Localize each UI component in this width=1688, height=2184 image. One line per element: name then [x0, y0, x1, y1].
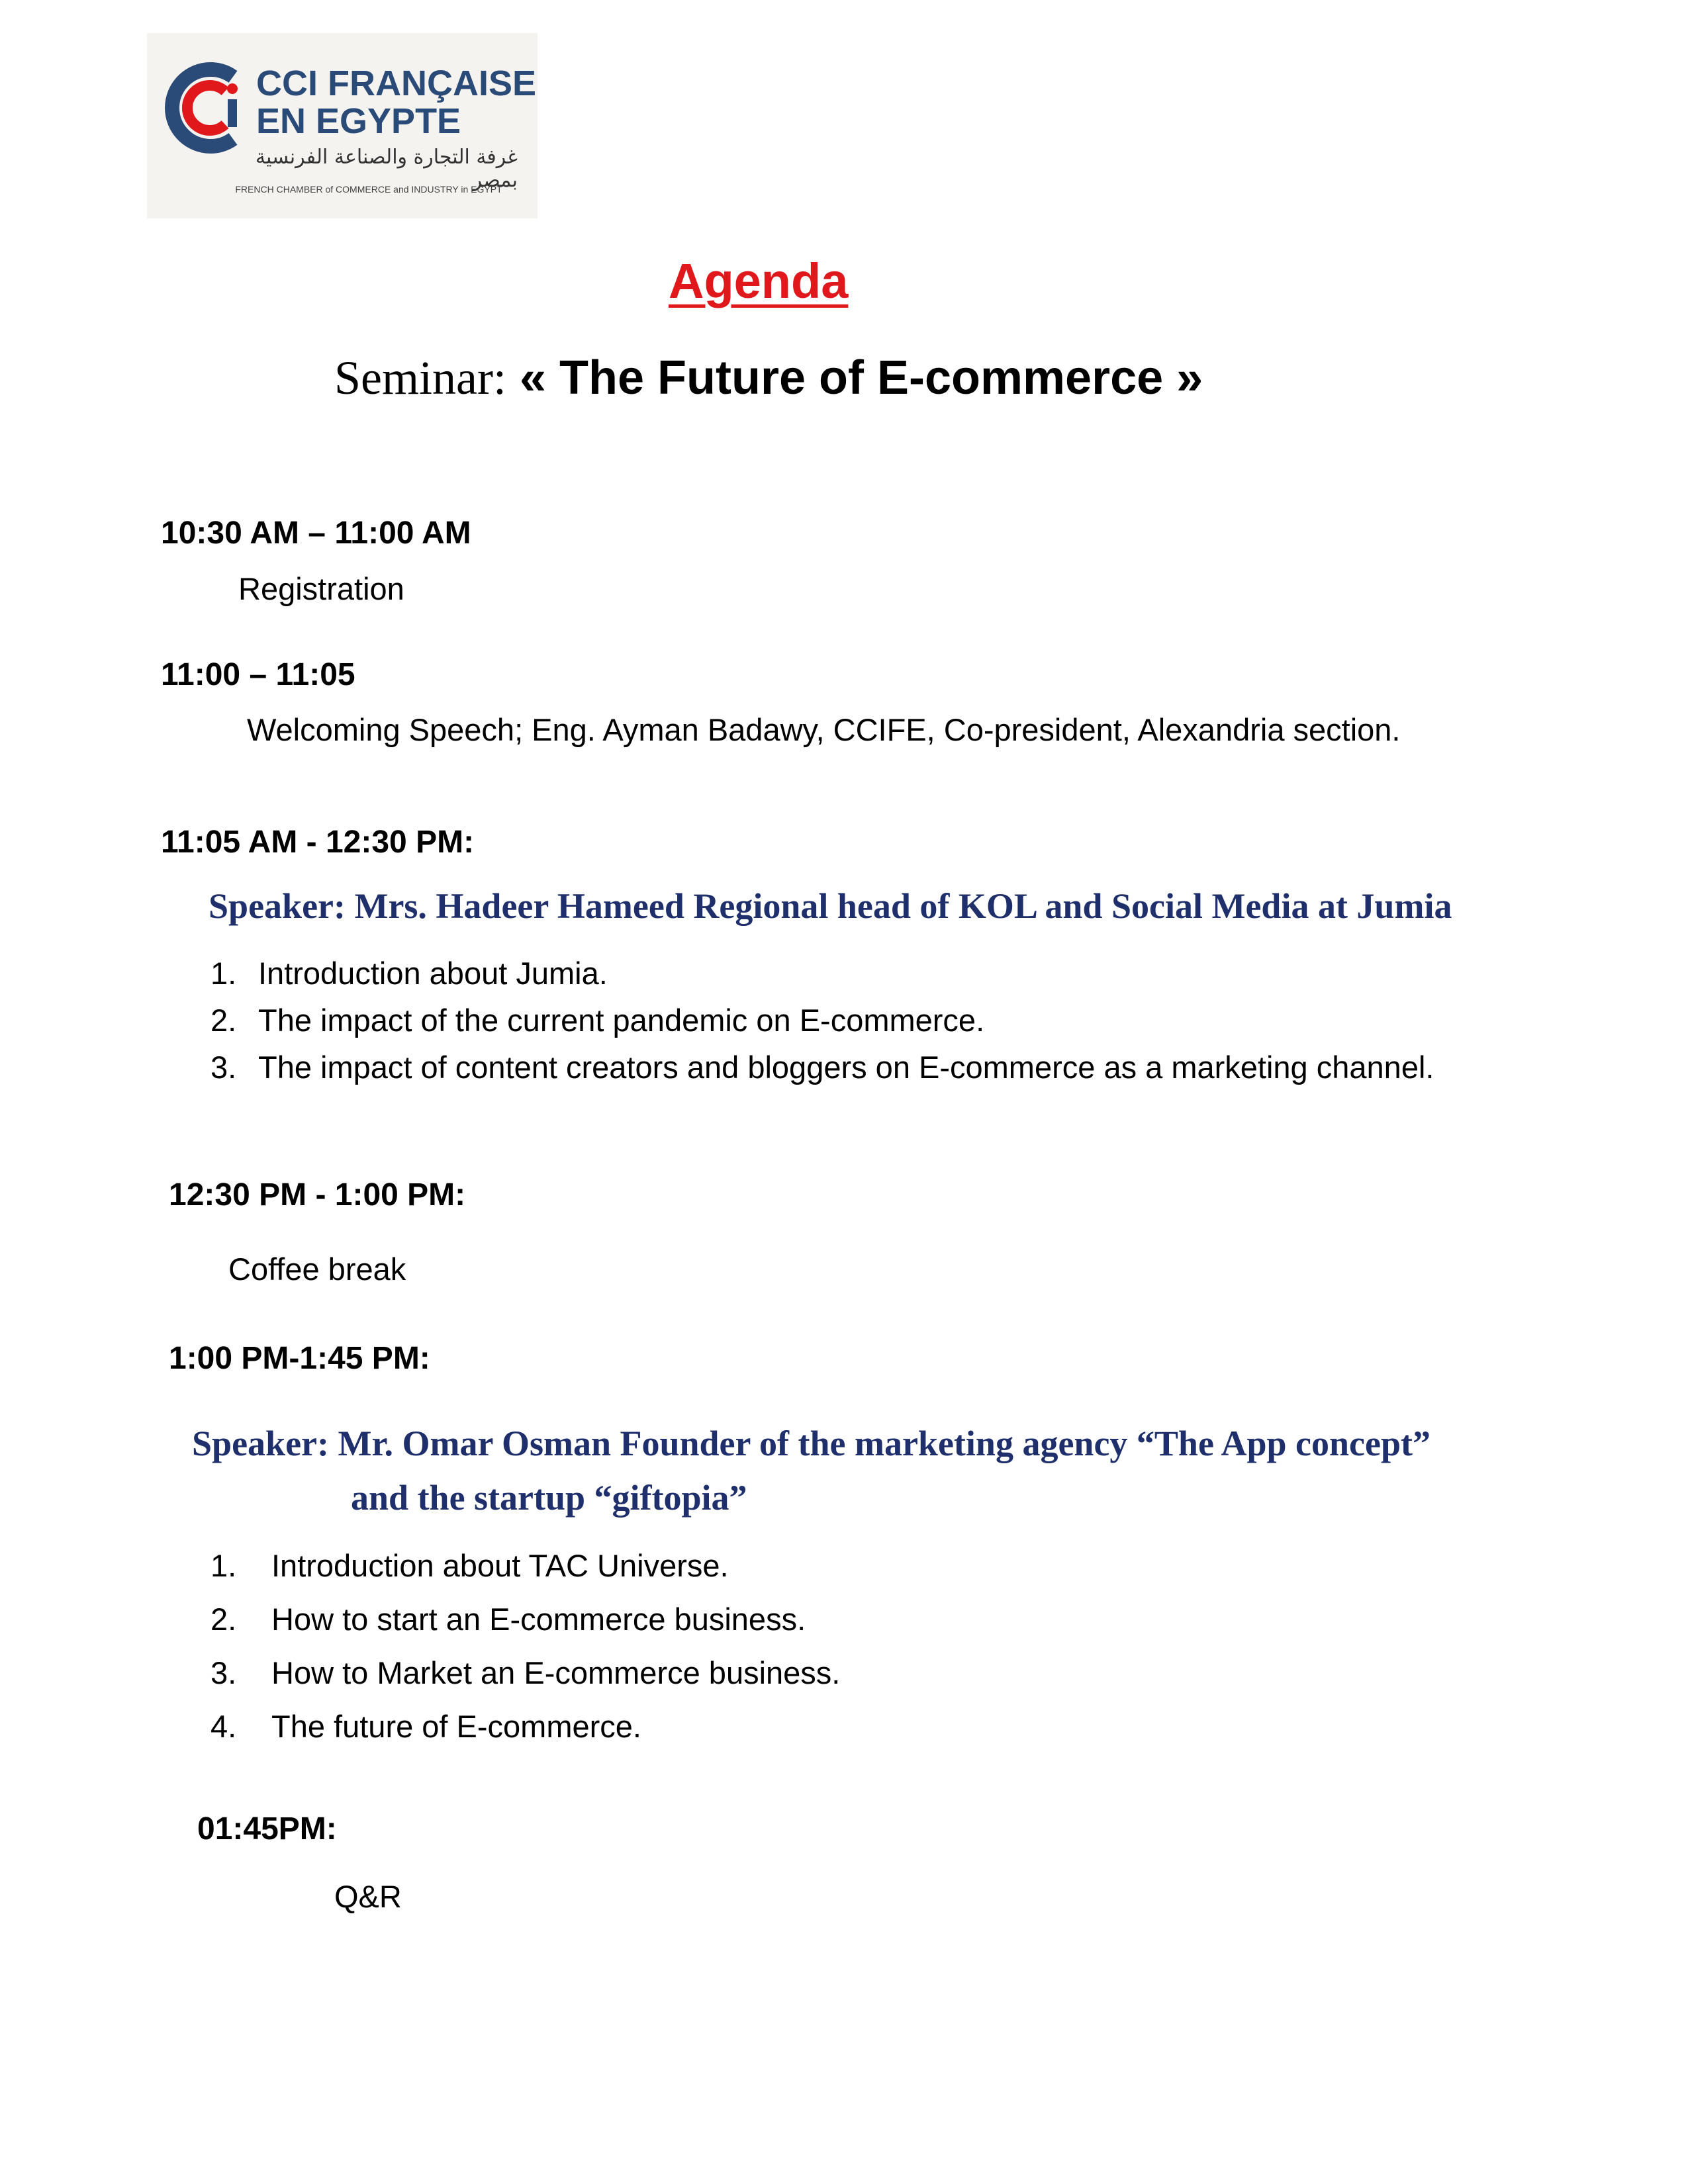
logo-brand-line2: EN EGYPTE	[256, 101, 461, 141]
seminar-name: « The Future of E-commerce »	[519, 351, 1203, 404]
list-item-text: Introduction about TAC Universe.	[271, 1548, 729, 1583]
list-item-text: The impact of content creators and bloggers on E-commerce as a marketing channel.	[258, 1050, 1434, 1085]
list-item-number: 3.	[211, 1050, 237, 1085]
logo-tagline: FRENCH CHAMBER of COMMERCE and INDUSTRY in EGYPT	[235, 184, 502, 195]
list-item-number: 1.	[211, 956, 237, 991]
session-5-speaker-line1: Speaker: Mr. Omar Osman Founder of the marketing agency “The App concept”	[192, 1424, 1430, 1463]
session-6-text: Q&R	[334, 1879, 402, 1914]
session-1-time: 10:30 AM – 11:00 AM	[161, 516, 471, 551]
session-6-time: 01:45PM:	[197, 1811, 337, 1846]
cci-logo	[147, 33, 538, 218]
session-5-time: 1:00 PM-1:45 PM:	[169, 1341, 430, 1376]
session-3-time: 11:05 AM - 12:30 PM:	[161, 825, 475, 860]
session-2-time: 11:00 – 11:05	[161, 657, 355, 692]
logo-arabic-text: غرفة التجارة والصناعة الفرنسية بمصر	[255, 146, 518, 192]
cci-logo-mark-icon	[162, 58, 254, 158]
list-item-text: How to Market an E-commerce business.	[271, 1655, 841, 1690]
list-item-number: 4.	[211, 1709, 237, 1744]
list-item-number: 2.	[211, 1003, 237, 1038]
seminar-label: Seminar:	[334, 351, 506, 404]
list-item-number: 1.	[211, 1548, 237, 1583]
list-item-number: 3.	[211, 1655, 237, 1690]
list-item-text: The future of E-commerce.	[271, 1709, 641, 1744]
session-5-speaker-line2: and the startup “giftopia”	[351, 1478, 747, 1518]
logo-brand-line1: CCI FRANÇAISE	[256, 64, 537, 103]
session-3-speaker: Speaker: Mrs. Hadeer Hameed Regional head of KOL and Social Media at Jumia	[209, 886, 1452, 926]
page-title: Agenda	[669, 253, 849, 308]
list-item-text: How to start an E-commerce business.	[271, 1602, 806, 1637]
list-item-text: Introduction about Jumia.	[258, 956, 608, 991]
session-2-text: Welcoming Speech; Eng. Ayman Badawy, CCIFE, Co-president, Alexandria section.	[247, 712, 1401, 747]
list-item-text: The impact of the current pandemic on E-commerce.	[258, 1003, 985, 1038]
session-1-text: Registration	[238, 571, 404, 606]
session-4-text: Coffee break	[228, 1251, 406, 1287]
seminar-title	[334, 351, 1203, 406]
list-item-number: 2.	[211, 1602, 237, 1637]
session-4-time: 12:30 PM - 1:00 PM:	[169, 1177, 466, 1212]
